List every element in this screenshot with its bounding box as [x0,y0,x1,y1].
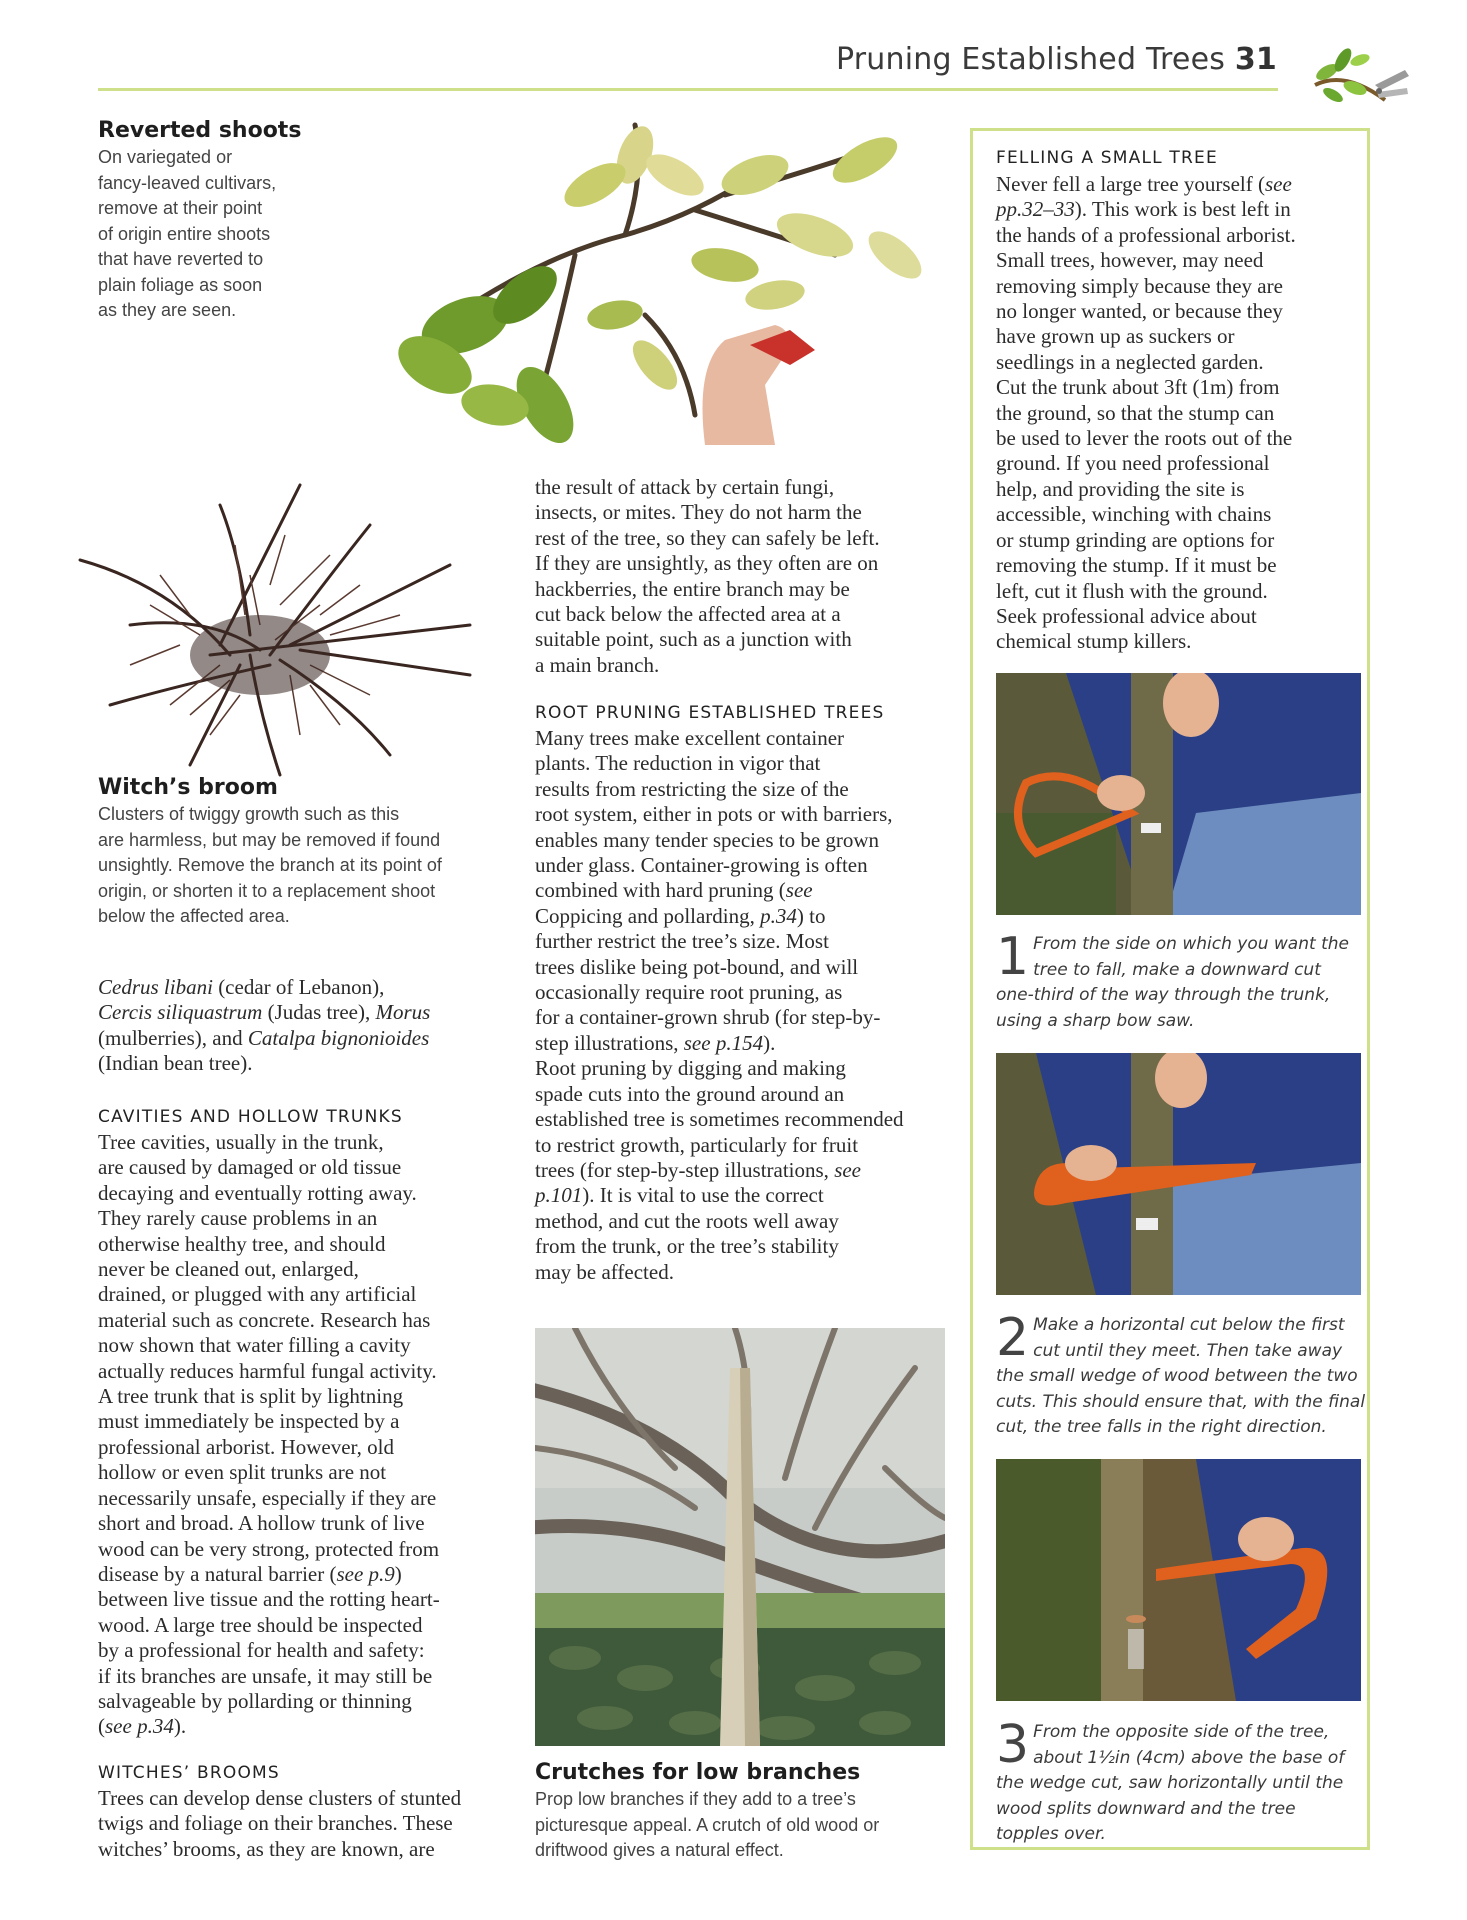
caption-line: as they are seen. [98,300,237,320]
cross-reference: see p.101 [535,1157,862,1208]
caption-line: fancy-leaved cultivars, [98,172,277,193]
witchs-broom-photo [70,465,490,785]
running-header [836,42,1277,77]
witches-brooms-heading: WITCHES’ BROOMS [98,1763,280,1783]
cross-reference: p.34 [760,903,797,928]
step2-saw-photo [996,1053,1361,1295]
reverted-shoots-text [98,145,328,324]
crutches-text [535,1787,955,1864]
col1-intro [98,975,518,1077]
step-number: 1 [996,927,1030,987]
caption-line: picturesque appeal. A crutch of old wood or [535,1814,880,1835]
species-common: (mulberries), and [98,1025,248,1050]
caption-line: Clusters of twiggy growth such as this [98,804,400,824]
witches-brooms-text: Trees can develop dense clusters of stunted twigs and foliage on their branches. These witches’ brooms, as they are known, are [98,1786,462,1861]
species-name: Cedrus libani [98,975,213,999]
step-text: Make a horizontal cut below the first cut until they meet. Then take away the small wedge of wood between the two cuts. This should ensure that, with the final cut, the tree falls in the right direction. [996,1315,1366,1437]
body-text: Tree cavities, usually in the trunk, are caused by damaged or old tissue decaying and eventually rotting away. They rarely cause problems in an otherwise healthy tree, and should never be cleaned out, enlarged, drained, or plugged with any artificial material such as concrete. Research has now shown that water filling a cavity actually reduces harmful fungal activity. A tree trunk that is split by lightning must immediately be inspected by a professional arborist. However, old hollow or even split trunks are not necessarily unsafe, especially if they are short and broad. A hollow trunk of live wood can be very strong, protected from disease by a natural barrier ( [98,1130,440,1586]
reverted-shoots-title: Reverted shoots [98,118,302,143]
caption-line: that have reverted to [98,249,264,269]
body-text: ). [173,1714,187,1739]
step-text: From the side on which you want the tree to fall, make a downward cut one-third of the way through the trunk, using a sharp bow saw. [996,934,1349,1031]
pruning-shears-leaf-icon [1305,30,1425,125]
species-common: (cedar of Lebanon), [212,975,385,999]
species-common: (Indian bean tree). [98,1051,253,1076]
cross-reference: see [785,878,813,903]
cross-reference: see p.34 [105,1714,174,1739]
witchs-broom-caption [98,775,498,930]
witchs-broom-text [98,802,498,930]
crutches-caption [535,1760,955,1864]
caption-line: are harmless, but may be removed if found [98,829,441,850]
caption-line: of origin entire shoots [98,223,271,244]
step3-caption [996,1715,1356,1848]
header-title: Pruning Established Trees [835,42,1226,77]
caption-line: origin, or shorten it to a replacement shoot [98,880,436,901]
reverted-shoots-caption [98,118,328,324]
caption-line: Prop low branches if they add to a tree’s [535,1789,856,1809]
body-text: ). It is vital to use the correct method, and cut the roots well away from the trunk, or the tree’s stability may be affected. [535,1183,839,1284]
crutches-title: Crutches for low branches [535,1760,861,1785]
body-text: ) to further restrict the tree’s size. Most trees dislike being pot-bound, and will occasionally require root pruning, as for a container-grown shrub (for step-by- step illustrations, [535,903,881,1055]
variegated-foliage-photo [395,115,935,450]
caption-line: On variegated or [98,147,233,167]
root-pruning-heading: ROOT PRUNING ESTABLISHED TREES [535,703,885,723]
witchs-broom-title: Witch’s broom [98,775,278,800]
body-text: Many trees make excellent container plants. The reduction in vigor that results from restricting the size of the root system, either in pots or with barriers, enables many tender species to be grown under glass. Container-growing is often combined with hard pruning ( [535,726,893,903]
body-text: ). This work is best left in the hands of a professional arborist. Small trees, however, may need removing simply because they are no longer wanted, or because they have grown up as suckers or seedlings in a neglected garden. Cut the trunk about 3ft (1m) from the ground, so that the stump can be used to lever the roots out of the ground. If you need professional help, and providing the site is accessible, winching with chains or stump grinding are options for removing the stump. If it must be left, cut it flush with the ground. Seek professional advice about chemical stump killers. [996,197,1296,654]
body-text: Coppicing and pollarding, [535,903,755,928]
body-text: ). Root pruning by digging and making spade cuts into the ground around an established tree is sometimes recommended to restrict growth, particularly for fruit trees (for step-by-step illustrations, [535,1030,904,1182]
root-pruning-text [535,726,955,1285]
step-number: 3 [996,1715,1030,1775]
cross-reference: see p.154 [683,1030,764,1055]
cavities-text [98,1130,538,1740]
cross-reference: see pp.32–33 [996,172,1292,222]
felling-text [996,172,1356,655]
species-name: Catalpa bignonioides [247,1025,430,1050]
caption-line: remove at their point [98,198,263,218]
body-text: ) between live tissue and the rotting heart- wood. A large tree should be inspected by a professional for health and safety: if its branches are unsafe, it may still be salvageable by pollarding or thinning ( [98,1561,440,1739]
species-common: (Judas tree), [262,1000,376,1025]
step-text: From the opposite side of the tree, about 1½in (4cm) above the base of the wedge cut, saw horizontally until the wood splits downward and the tree topples over. [996,1722,1345,1844]
cavities-heading: CAVITIES AND HOLLOW TRUNKS [98,1107,403,1127]
species-name: Morus [375,1000,431,1025]
species-name: Cercis siliquastrum [98,1000,263,1025]
step-number: 2 [996,1308,1030,1368]
step1-saw-photo [996,673,1361,915]
caption-line: plain foliage as soon [98,274,263,295]
step1-caption [996,927,1356,1034]
body-text: Never fell a large tree yourself ( [996,172,1265,196]
header-rule [98,88,1278,91]
col2-continued-text: the result of attack by certain fungi, insects, or mites. They do not harm the rest of the tree, so they can safely be left. If they are unsightly, as they often are on hackberries, the entire branch may be cut back below the affected area at a suitable point, such as a junction with a main branch. [535,475,880,677]
tree-crutch-photo [535,1328,945,1746]
caption-line: unsightly. Remove the branch at its point of [98,855,442,875]
felling-heading: FELLING A SMALL TREE [996,148,1218,168]
step2-caption [996,1308,1368,1441]
caption-line: driftwood gives a natural effect. [535,1840,784,1860]
page-number: 31 [1234,42,1277,77]
cross-reference: see p.9 [336,1561,395,1586]
step3-saw-photo [996,1459,1361,1701]
caption-line: below the affected area. [98,906,290,926]
